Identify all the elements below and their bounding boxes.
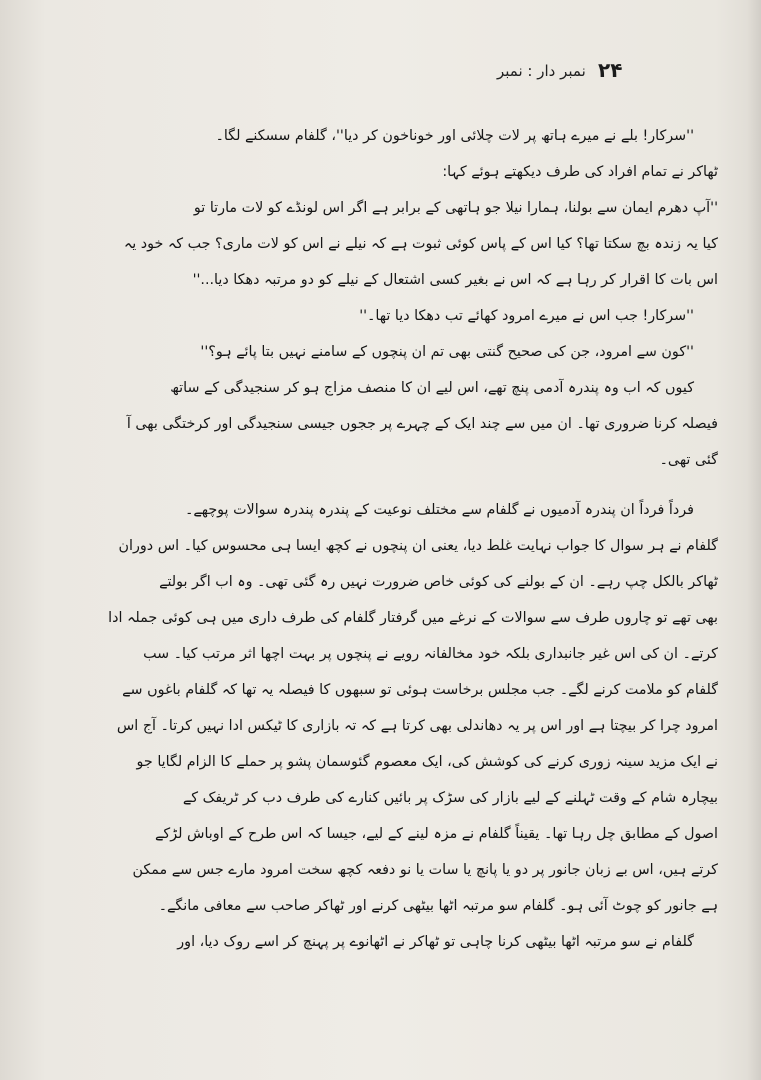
text-line: کرتے ہیں، اس بے زبان جانور پر دو یا پانچ یا سات یا نو دفعہ کچھ سخت امرود مارے جس سے ممکن [132, 862, 718, 878]
text-line: گلفام نے سو مرتبہ اٹھا بیٹھی کرنا چاہی تو ٹھاکر نے اٹھانوے پر پہنچ کر اسے روک دیا، اور [177, 934, 694, 950]
text-line: ٹھاکر نے تمام افراد کی طرف دیکھتے ہوئے کہا: [442, 164, 718, 180]
text-line: کرتے۔ ان کی اس غیر جانبداری بلکہ خود مخالفانہ رویے نے پنچوں پر بہت اچھا اثر مرتب کیا۔ سب [143, 646, 718, 662]
text-line: کیا یہ زندہ بچ سکتا تھا؟ کیا اس کے پاس کوئی ثبوت ہے کہ نیلے نے اس کو لات ماری؟ جب کہ خود یہ [123, 236, 718, 252]
text-line: ''سرکار! جب اس نے میرے امرود کھائے تب دھکا دیا تھا۔'' [359, 308, 694, 324]
text-line: ہے جانور کو چوٹ آئی ہو۔ گلفام سو مرتبہ اٹھا بیٹھی کرنے اور ٹھاکر صاحب سے معافی مانگے۔ [158, 898, 718, 914]
text-line: ''کون سے امرود، جن کی صحیح گنتی بھی تم ان پنچوں کے سامنے نہیں بتا پائے ہو؟'' [200, 344, 694, 360]
text-line: فرداً فرداً ان پندرہ آدمیوں نے گلفام سے مختلف نوعیت کے پندرہ پندرہ سوالات پوچھے۔ [184, 502, 694, 518]
text-line: امرود چرا کر بیچتا ہے اور اس پر یہ دھاندلی بھی کرتا ہے کہ تہ بازاری کا ٹیکس ادا نہیں کرتا۔ آج اس [116, 718, 718, 734]
page-header [0, 58, 761, 88]
paragraph-gap [38, 478, 718, 492]
text-line: ٹھاکر بالکل چپ رہے۔ ان کے بولنے کی کوئی خاص ضرورت نہیں رہ گئی تھی۔ وہ اب اگر بولتے [159, 574, 718, 590]
text-line: فیصلہ کرنا ضروری تھا۔ ان میں سے چند ایک کے چہرے پر ججوں جیسی سنجیدگی اور کرختگی بھی آ [126, 416, 718, 432]
body-text [38, 118, 718, 960]
text-line: گئی تھی۔ [659, 452, 718, 468]
text-line: گلفام کو ملامت کرنے لگے۔ جب مجلس برخاست ہوئی تو سبھوں کا فیصلہ یہ تھا کہ گلفام باغوں سے [122, 682, 718, 698]
text-line: اصول کے مطابق چل رہا تھا۔ یقیناً گلفام نے مزہ لینے کے لیے، جیسا کہ اس طرح کے اوباش لڑکے [155, 826, 718, 842]
page-binding-shadow [747, 0, 761, 1080]
text-line: اس بات کا اقرار کر رہا ہے کہ اس نے بغیر کسی اشتعال کے نیلے کو دو مرتبہ دھکا دیا...'' [192, 272, 718, 288]
text-line: بیچارہ شام کے وقت ٹہلنے کے لیے بازار کی سڑک پر بائیں کنارے کی طرف دب کر ٹریفک کے [182, 790, 718, 806]
text-line: بھی تھے تو چاروں طرف سے سوالات کے نرغے میں گرفتار گلفام کی طرف داری میں ہی کوئی جملہ ادا [108, 610, 718, 626]
text-line: ''سرکار! بلے نے میرے ہاتھ پر لات چلائی اور خوناخون کر دیا''، گلفام سسکنے لگا۔ [215, 128, 694, 144]
page-number: ۲۴ [598, 58, 623, 82]
text-line: ''آپ دھرم ایمان سے بولنا، ہمارا نیلا جو ہاتھی کے برابر ہے اگر اس لونڈے کو لات مارتا تو [193, 200, 718, 216]
running-head: نمبر دار : نمبر [497, 62, 586, 80]
text-line: گلفام نے ہر سوال کا جواب نہایت غلط دیا، یعنی ان پنچوں نے کچھ ایسا ہی محسوس کیا۔ اس دوران [118, 538, 718, 554]
text-line: نے ایک مزید سینہ زوری کرنے کی کوشش کی، ایک معصوم گئوسمان پشو پر حملے کا الزام لگایا جو [136, 754, 718, 770]
text-line: کیوں کہ اب وہ پندرہ آدمی پنچ تھے، اس لیے ان کا منصف مزاج ہو کر سنجیدگی کے ساتھ [170, 380, 694, 396]
